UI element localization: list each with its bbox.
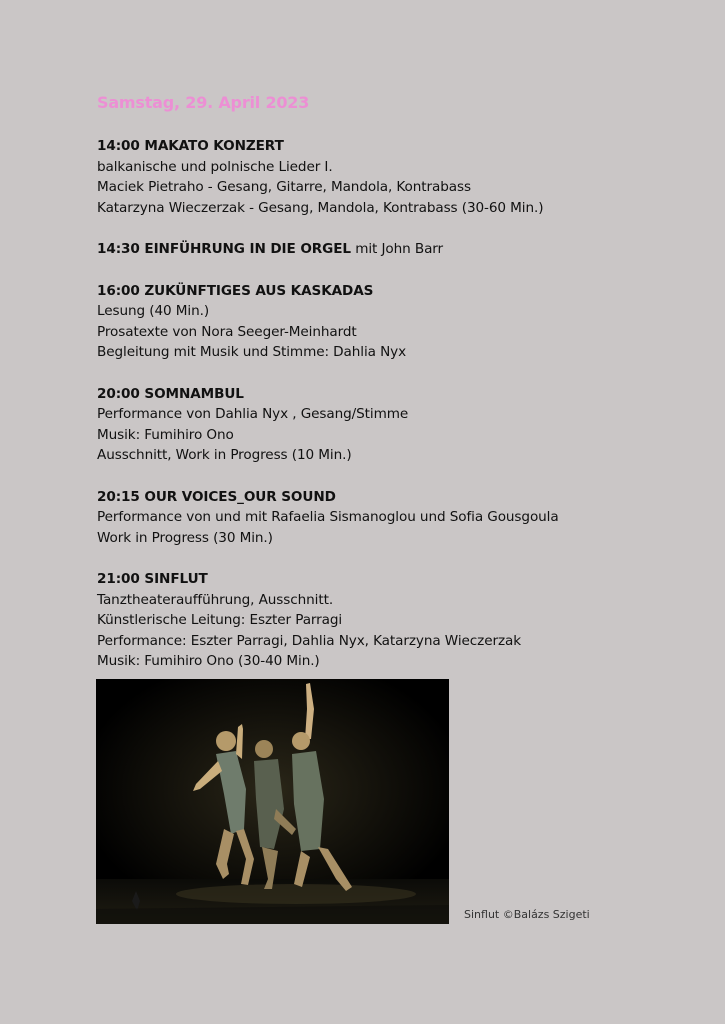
- event-title: 21:00 SINFLUT: [97, 571, 208, 587]
- event-item: [97, 136, 697, 218]
- event-item: [97, 487, 697, 549]
- event-detail-line: Musik: Fumihiro Ono (30-40 Min.): [97, 653, 320, 669]
- event-detail-line: Maciek Pietraho - Gesang, Gitarre, Mandola, Kontrabass: [97, 179, 471, 195]
- event-detail-line: Tanztheateraufführung, Ausschnitt.: [97, 591, 334, 608]
- event-detail-line: Prosatexte von Nora Seeger-Meinhardt: [97, 323, 357, 340]
- event-title: 14:00 MAKATO KONZERT: [97, 138, 284, 154]
- event-detail-line: Begleitung mit Musik und Stimme: Dahlia Nyx: [97, 344, 407, 360]
- event-detail-line: Performance: Eszter Parragi, Dahlia Nyx, Katarzyna Wieczerzak: [97, 632, 521, 649]
- event-title-line: [97, 384, 697, 405]
- event-detail-line: Performance von Dahlia Nyx , Gesang/Stimme: [97, 406, 409, 422]
- event-detail-line: Performance von und mit Rafaelia Sismanoglou und Sofia Gousgoula: [97, 509, 559, 525]
- page-heading: Samstag, 29. April 2023: [97, 93, 310, 112]
- event-item: [97, 281, 697, 363]
- event-list: [97, 136, 697, 693]
- event-detail-line: balkanische und polnische Lieder I.: [97, 158, 333, 175]
- event-detail-line: Künstlerische Leitung: Eszter Parragi: [97, 612, 343, 628]
- event-item: [97, 239, 697, 260]
- event-title-line: [97, 239, 697, 260]
- dancers-illustration: [96, 679, 449, 924]
- event-title-line: [97, 281, 697, 302]
- event-detail-line: Katarzyna Wieczerzak - Gesang, Mandola, Kontrabass (30-60 Min.): [97, 199, 544, 216]
- event-title-suffix: mit John Barr: [350, 241, 444, 257]
- event-title: 20:15 OUR VOICES_OUR SOUND: [97, 488, 336, 505]
- event-detail-line: Work in Progress (30 Min.): [97, 529, 273, 546]
- photo-caption: Sinflut ©Balázs Szigeti: [464, 908, 590, 921]
- event-title: 20:00 SOMNAMBUL: [97, 385, 244, 402]
- event-title-line: [97, 569, 697, 590]
- performance-photo: [96, 679, 449, 924]
- event-detail-line: Lesung (40 Min.): [97, 303, 210, 319]
- event-title-line: [97, 136, 697, 157]
- event-title-line: [97, 487, 697, 508]
- event-detail-line: Musik: Fumihiro Ono: [97, 426, 234, 443]
- event-item: [97, 384, 697, 466]
- event-detail-line: Ausschnitt, Work in Progress (10 Min.): [97, 447, 352, 463]
- event-title: 14:30 EINFÜHRUNG IN DIE ORGEL: [97, 241, 351, 257]
- event-item: [97, 569, 697, 672]
- event-title: 16:00 ZUKÜNFTIGES AUS KASKADAS: [97, 282, 374, 299]
